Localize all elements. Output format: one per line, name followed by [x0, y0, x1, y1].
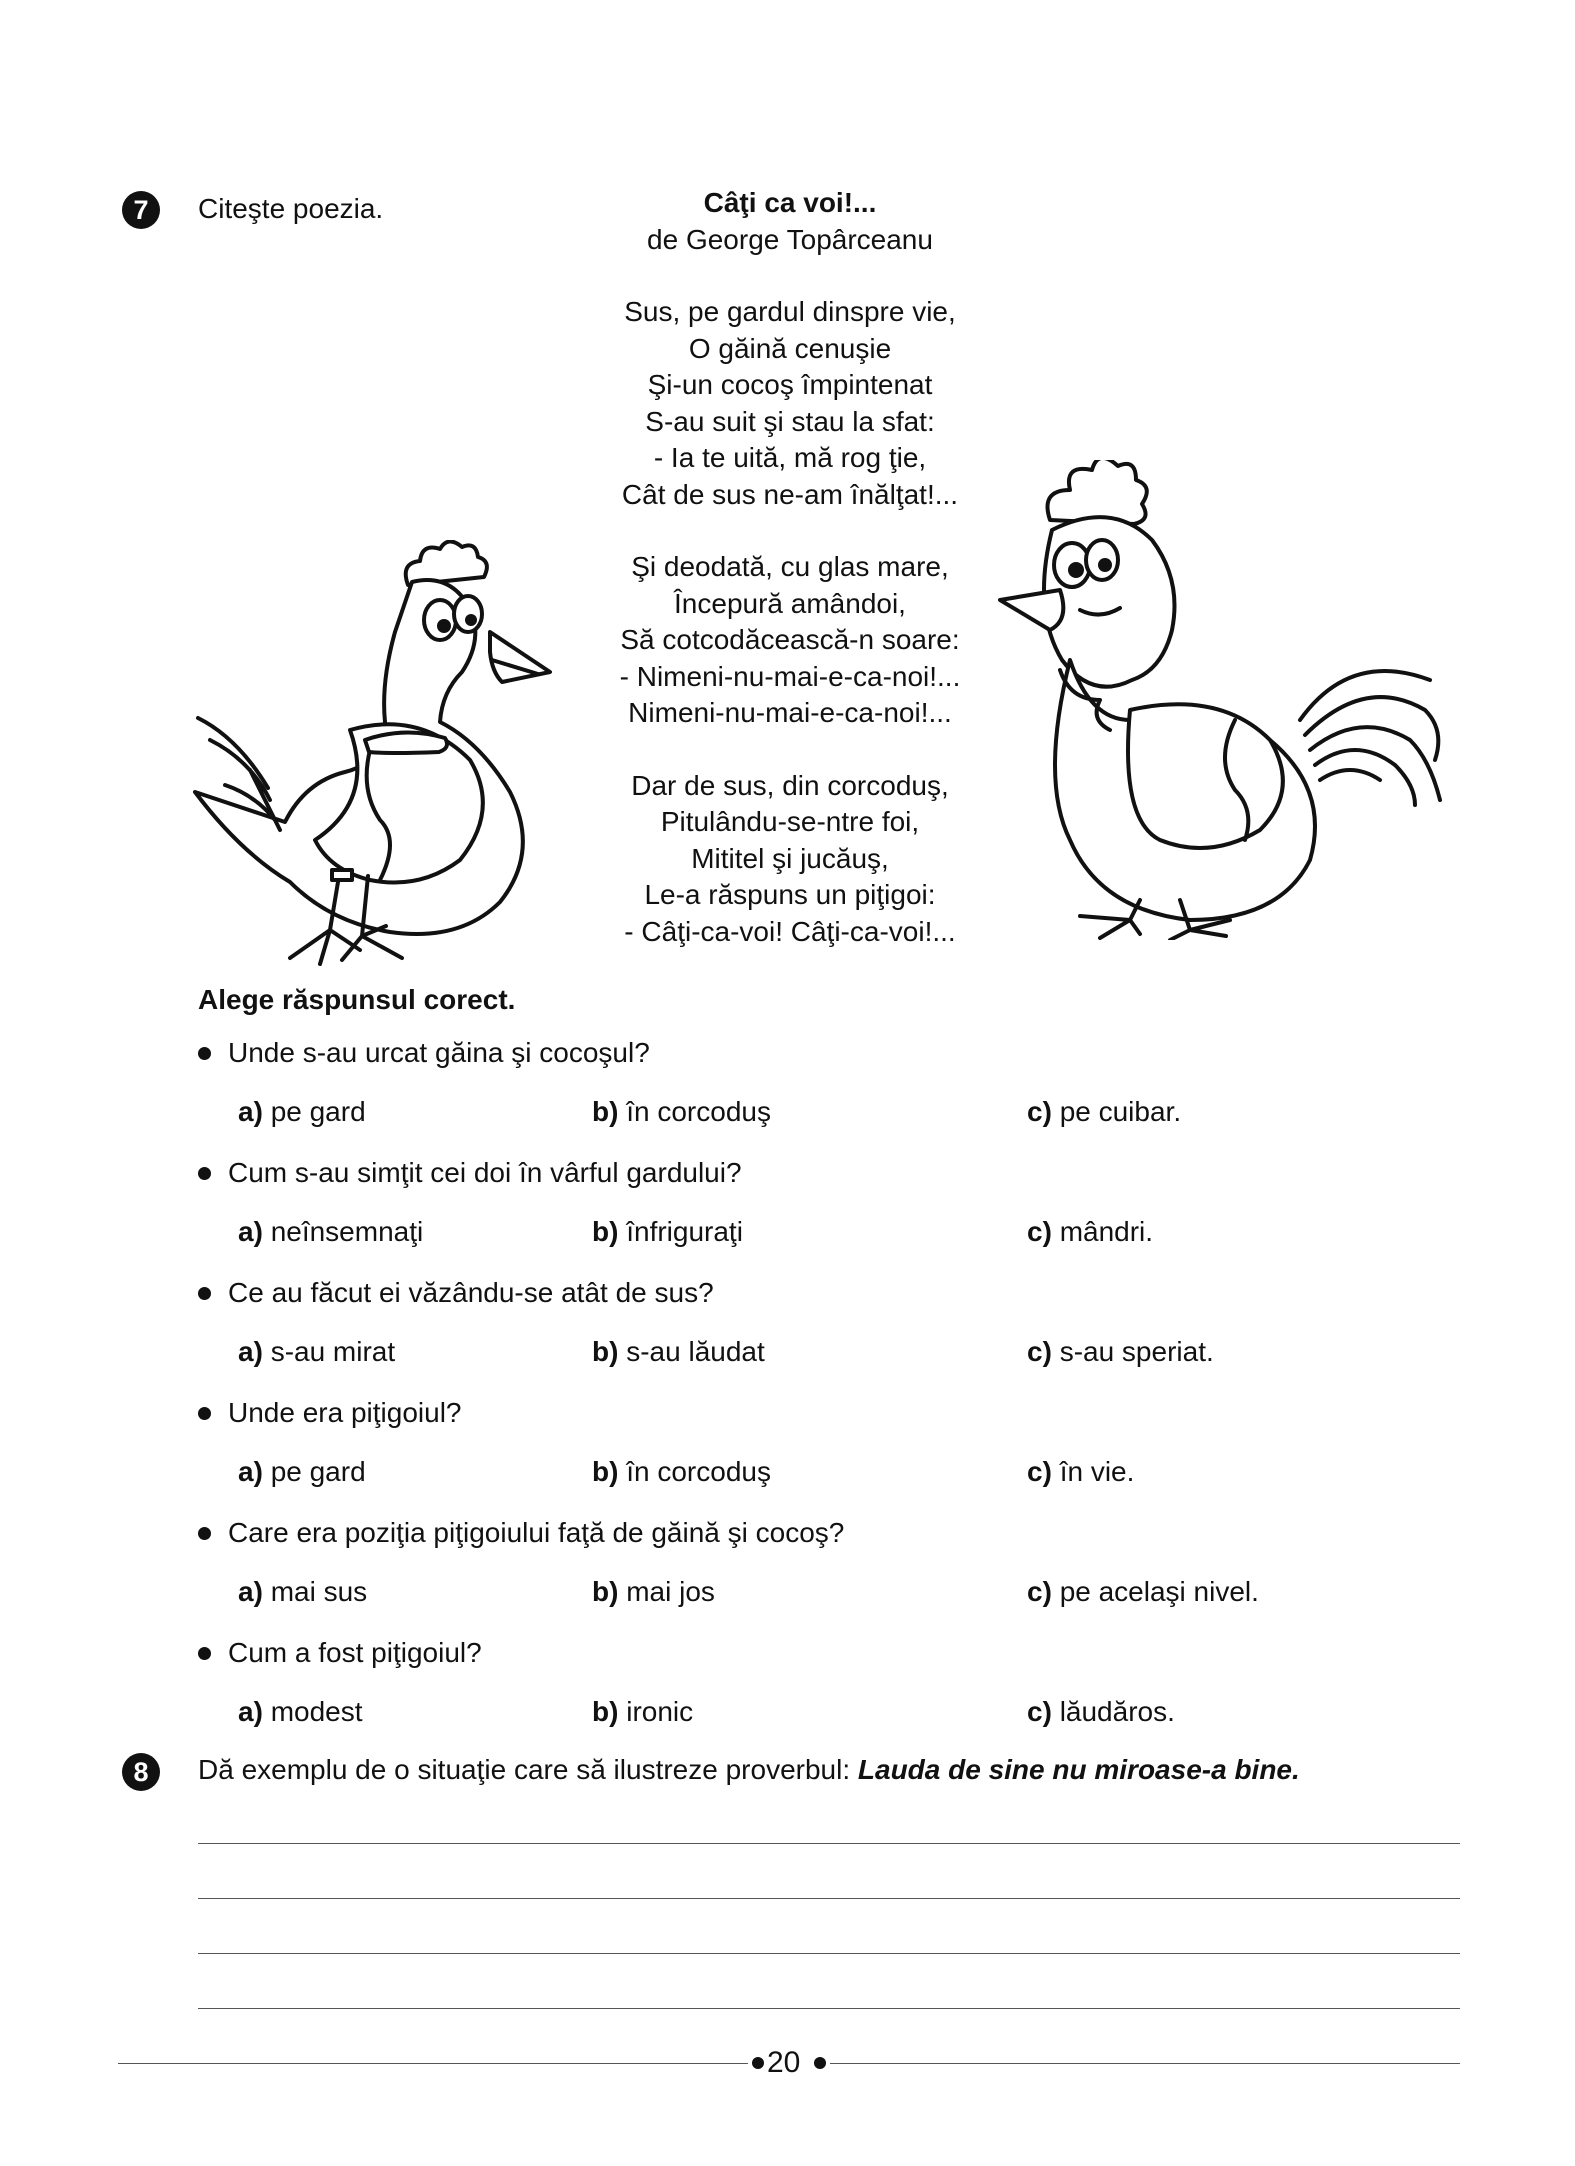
option-label: a) — [238, 1456, 263, 1487]
question-3 — [198, 1275, 714, 1311]
option-a[interactable] — [238, 1094, 366, 1130]
footer-rule-left — [118, 2063, 748, 2064]
option-a[interactable] — [238, 1334, 395, 1370]
question-2 — [198, 1155, 742, 1191]
option-text: neînsemnaţi — [270, 1216, 424, 1247]
option-label: c) — [1027, 1216, 1052, 1247]
option-text: mai sus — [270, 1576, 368, 1607]
page-number: 20 — [767, 2046, 801, 2079]
option-a[interactable] — [238, 1574, 367, 1610]
page-dot-icon — [814, 2057, 826, 2069]
option-label: b) — [592, 1696, 619, 1727]
option-text: s-au lăudat — [626, 1336, 765, 1367]
option-c[interactable] — [1027, 1454, 1134, 1490]
poem-line: Dar de sus, din corcoduş, — [631, 769, 949, 801]
option-b[interactable] — [592, 1214, 743, 1250]
task-heading: Alege răspunsul corect. — [198, 984, 516, 1015]
question-6 — [198, 1635, 482, 1671]
option-text: înfriguraţi — [626, 1216, 743, 1247]
poem-stanza-1 — [540, 294, 1040, 513]
option-text: ironic — [626, 1696, 694, 1727]
option-c[interactable] — [1027, 1334, 1214, 1370]
option-label: b) — [592, 1216, 619, 1247]
option-label: b) — [592, 1096, 619, 1127]
option-label: c) — [1027, 1696, 1052, 1727]
poem-line: - Nimeni-nu-mai-e-ca-noi!... — [619, 660, 961, 692]
option-text: pe acelaşi nivel. — [1059, 1576, 1259, 1607]
bullet-icon — [198, 1287, 211, 1300]
question-text: Ce au făcut ei văzându-se atât de sus? — [228, 1277, 714, 1308]
poem-line: Şi-un cocoş împintenat — [647, 369, 933, 400]
option-text: pe gard — [270, 1456, 366, 1487]
exercise-7-instruction: Citeşte poezia. — [198, 193, 384, 224]
question-text: Unde s-au urcat găina şi cocoşul? — [228, 1037, 650, 1068]
question-5 — [198, 1515, 844, 1551]
option-text: în vie. — [1059, 1456, 1135, 1487]
poem-line: Sus, pe gardul dinspre vie, — [624, 296, 956, 327]
footer-rule-right — [830, 2063, 1460, 2064]
option-label: c) — [1027, 1576, 1052, 1607]
option-text: în corcoduş — [626, 1096, 771, 1127]
poem-line: Le-a răspuns un piţigoi: — [644, 879, 936, 910]
option-label: b) — [592, 1576, 619, 1607]
poem-stanza-3 — [540, 768, 1040, 951]
option-text: s-au mirat — [270, 1336, 396, 1367]
answer-line[interactable] — [198, 1953, 1460, 1954]
poem-line: Mititel şi jucăuş, — [691, 842, 889, 874]
question-text: Cum a fost piţigoiul? — [228, 1637, 482, 1668]
poem-line: - Ia te uită, mă rog ţie, — [653, 442, 927, 473]
option-text: modest — [270, 1696, 363, 1727]
bullet-icon — [198, 1047, 211, 1060]
option-text: lăudăros. — [1059, 1696, 1175, 1727]
option-label: a) — [238, 1096, 263, 1127]
question-4 — [198, 1395, 462, 1431]
poem-title: Câţi ca voi!... — [703, 187, 877, 218]
page-dot-icon — [752, 2057, 764, 2069]
exercise-8-number: 8 — [122, 1753, 160, 1791]
exercise-8-prompt: Dă exemplu de o situaţie care să ilustreze proverbul: — [198, 1754, 851, 1785]
poem-stanza-2 — [540, 549, 1040, 732]
exercise-8-instruction — [198, 1752, 1300, 1788]
question-1 — [198, 1035, 650, 1071]
option-label: c) — [1027, 1336, 1052, 1367]
poem-author: de George Topârceanu — [647, 223, 933, 255]
option-label: a) — [238, 1336, 263, 1367]
option-label: c) — [1027, 1456, 1052, 1487]
option-label: b) — [592, 1456, 619, 1487]
option-b[interactable] — [592, 1454, 771, 1490]
option-text: s-au speriat. — [1059, 1336, 1214, 1367]
option-c[interactable] — [1027, 1214, 1153, 1250]
poem-line: Şi deodată, cu glas mare, — [631, 551, 949, 582]
question-text: Care era poziţia piţigoiului faţă de găină şi cocoş? — [228, 1517, 845, 1548]
option-b[interactable] — [592, 1574, 715, 1610]
option-label: a) — [238, 1576, 263, 1607]
option-label: a) — [238, 1216, 263, 1247]
option-a[interactable] — [238, 1694, 363, 1730]
bullet-icon — [198, 1167, 211, 1180]
poem-line: Cât de sus ne-am înălţat!... — [621, 478, 959, 510]
bullet-icon — [198, 1647, 211, 1660]
option-c[interactable] — [1027, 1094, 1181, 1130]
option-label: c) — [1027, 1096, 1052, 1127]
question-text: Unde era piţigoiul? — [228, 1397, 462, 1428]
option-label: a) — [238, 1696, 263, 1727]
answer-line[interactable] — [198, 1843, 1460, 1844]
option-a[interactable] — [238, 1214, 423, 1250]
poem — [540, 185, 1040, 950]
exercise-7-number: 7 — [122, 191, 160, 229]
poem-line: Să cotcodăcească-n soare: — [620, 624, 960, 655]
bullet-icon — [198, 1527, 211, 1540]
option-text: în corcoduş — [626, 1456, 771, 1487]
poem-line: S-au suit şi stau la sfat: — [645, 405, 935, 437]
option-b[interactable] — [592, 1334, 765, 1370]
option-text: mai jos — [626, 1576, 715, 1607]
poem-line: Nimeni-nu-mai-e-ca-noi!... — [628, 697, 952, 728]
option-c[interactable] — [1027, 1694, 1175, 1730]
answer-line[interactable] — [198, 2008, 1460, 2009]
hen-illustration — [190, 540, 570, 970]
bullet-icon — [198, 1407, 211, 1420]
proverb: Lauda de sine nu miroase-a bine. — [857, 1754, 1300, 1785]
question-text: Cum s-au simţit cei doi în vârful gardului? — [228, 1157, 742, 1188]
option-text: pe cuibar. — [1059, 1096, 1182, 1127]
poem-line: - Câţi-ca-voi! Câţi-ca-voi!... — [624, 915, 956, 947]
option-b[interactable] — [592, 1694, 693, 1730]
option-c[interactable] — [1027, 1574, 1259, 1610]
option-text: mândri. — [1059, 1216, 1154, 1247]
poem-line: O găină cenuşie — [688, 332, 892, 364]
answer-line[interactable] — [198, 1898, 1460, 1899]
option-text: pe gard — [270, 1096, 366, 1127]
poem-line: Pitulându-se-ntre foi, — [660, 806, 920, 837]
rooster-illustration — [990, 460, 1460, 940]
option-a[interactable] — [238, 1454, 366, 1490]
option-b[interactable] — [592, 1094, 771, 1130]
option-label: b) — [592, 1336, 619, 1367]
poem-line: Începură amândoi, — [674, 587, 906, 619]
